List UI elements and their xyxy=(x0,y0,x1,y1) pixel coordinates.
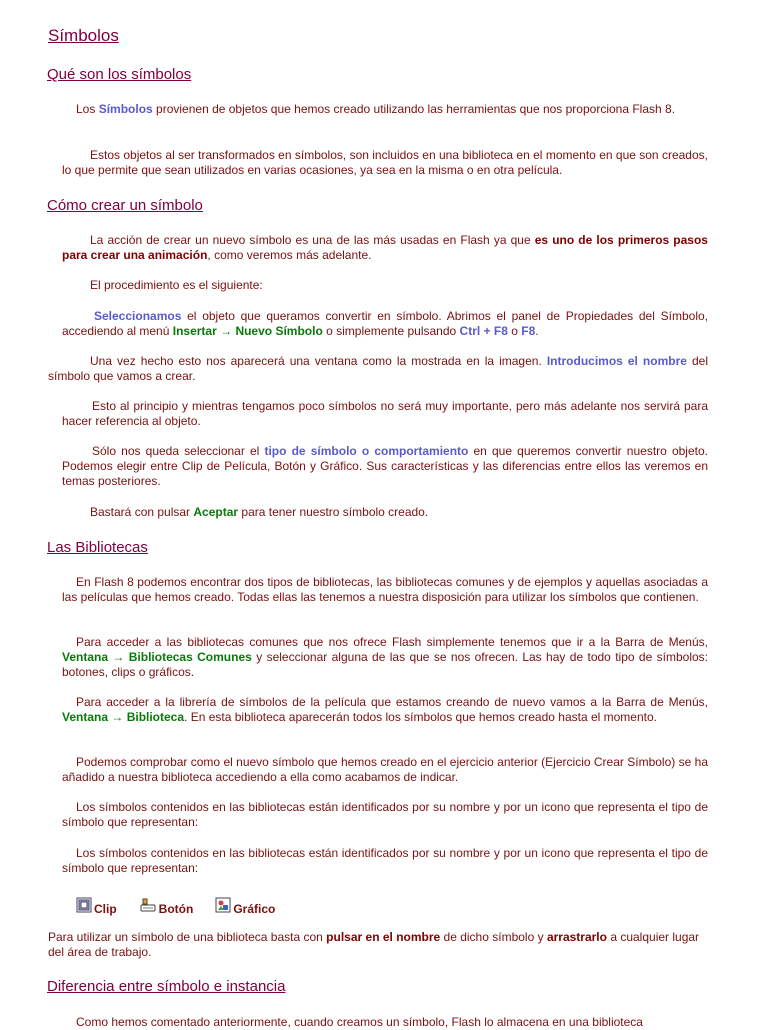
paragraph: Para acceder a la librería de símbolos de la película que estamos creando de nuevo vamos a la Barra de Menús, Ventana → Biblioteca. En esta biblioteca aparecerán todos los símbolos que hemos creado hasta el momento. xyxy=(62,695,708,724)
paragraph: Los Símbolos provienen de objetos que hemos creado utilizando las herramientas que nos proporciona Flash 8. xyxy=(76,102,676,116)
paragraph: Como hemos comentado anteriormente, cuando creamos un símbolo, Flash lo almacena en una biblioteca xyxy=(76,1015,643,1029)
shortcut-ctrl-f8: Ctrl + F8 xyxy=(459,324,508,338)
symbol-type-label: Clip xyxy=(94,902,117,916)
graphic-symbol-icon xyxy=(215,897,233,916)
page-title: Símbolos xyxy=(48,26,119,45)
menu-path-biblioteca: Ventana → Biblioteca xyxy=(62,710,185,724)
symbol-type-icons xyxy=(76,892,297,916)
paragraph: Una vez hecho esto nos aparecerá una ventana como la mostrada en la imagen. Introducimos el nombre del símbolo que vamos a crear. xyxy=(48,354,708,383)
term-seleccionamos: Seleccionamos xyxy=(94,309,182,323)
paragraph: Podemos comprobar como el nuevo símbolo que hemos creado en el ejercicio anterior (Ejercicio Crear Símbolo) se ha añadido a nuestra biblioteca accediendo a ella como acabamos de indicar. xyxy=(62,755,708,784)
term-introducimos: Introducimos el nombre xyxy=(546,354,687,368)
symbol-type-label: Botón xyxy=(158,902,194,916)
paragraph: Estos objetos al ser transformados en símbolos, son incluidos en una biblioteca en el momento en que son creados, lo que permite que sean utilizados en varias ocasiones, ya sea en la misma o en otra película. xyxy=(62,148,708,177)
term-aceptar: Aceptar xyxy=(193,505,239,519)
shortcut-f8: F8 xyxy=(521,324,536,338)
symbol-type-label: Gráfico xyxy=(233,902,276,916)
symbol-type-clip xyxy=(76,897,117,916)
paragraph: En Flash 8 podemos encontrar dos tipos de bibliotecas, las bibliotecas comunes y de ejemplos y aquellas asociadas a las películas que hemos creado. Todas ellas las tenemos a nuestra disposición para utilizar los símbolos que contienen. xyxy=(62,575,708,604)
symbol-type-boton xyxy=(139,897,194,916)
paragraph: Esto al principio y mientras tengamos poco símbolos no será muy importante, pero más adelante nos servirá para hacer referencia al objeto. xyxy=(62,399,708,428)
emphasis: es uno de los primeros pasos para crear una animación xyxy=(62,233,708,262)
paragraph: La acción de crear un nuevo símbolo es una de las más usadas en Flash ya que es uno de los primeros pasos para crear una animación, como veremos más adelante. xyxy=(62,233,708,262)
movie-clip-icon xyxy=(76,897,94,916)
button-symbol-icon xyxy=(139,897,159,916)
menu-path-bibliotecas-comunes: Ventana → Bibliotecas Comunes xyxy=(62,650,252,664)
heading-bibliotecas: Las Bibliotecas xyxy=(47,539,148,556)
paragraph: Seleccionamos el objeto que queramos convertir en símbolo. Abrimos el panel de Propiedades del Símbolo, accediendo al menú Insertar → Nuevo Símbolo o simplemente pulsando Ctrl + F8 o F8. xyxy=(62,309,708,338)
heading-como-crear: Cómo crear un símbolo xyxy=(47,197,203,214)
heading-diferencia: Diferencia entre símbolo e instancia xyxy=(47,978,286,995)
paragraph: Para acceder a las bibliotecas comunes que nos ofrece Flash simplemente tenemos que ir a la Barra de Menús, Ventana → Bibliotecas Comunes y seleccionar alguna de las que se nos ofrecen. Las hay de todo tipo de símbolos: botones, clips o gráficos. xyxy=(62,635,708,679)
paragraph: Sólo nos queda seleccionar el tipo de símbolo o comportamiento en que queremos convertir nuestro objeto. Podemos elegir entre Clip de Película, Botón y Gráfico. Sus características y las diferencias entre ellos las veremos en temas posteriores. xyxy=(62,444,708,488)
emphasis: pulsar en el nombre xyxy=(326,930,441,944)
emphasis: arrastrarlo xyxy=(546,930,607,944)
paragraph: Para utilizar un símbolo de una biblioteca basta con pulsar en el nombre de dicho símbolo y arrastrarlo a cualquier lugar del área de trabajo. xyxy=(48,930,700,959)
paragraph: Los símbolos contenidos en las bibliotecas están identificados por su nombre y por un icono que representa el tipo de símbolo que representan: xyxy=(62,846,708,875)
symbol-type-grafico xyxy=(215,897,275,916)
heading-que-son: Qué son los símbolos xyxy=(47,66,192,83)
paragraph: Los símbolos contenidos en las bibliotecas están identificados por su nombre y por un icono que representa el tipo de símbolo que representan: xyxy=(62,800,708,829)
term-simbolos: Símbolos xyxy=(98,102,153,116)
paragraph: El procedimiento es el siguiente: xyxy=(90,278,263,292)
paragraph: Bastará con pulsar Aceptar para tener nuestro símbolo creado. xyxy=(90,505,429,519)
term-tipo-simbolo: tipo de símbolo o comportamiento xyxy=(264,444,469,458)
menu-path-insertar: Insertar → Nuevo Símbolo xyxy=(172,324,323,338)
